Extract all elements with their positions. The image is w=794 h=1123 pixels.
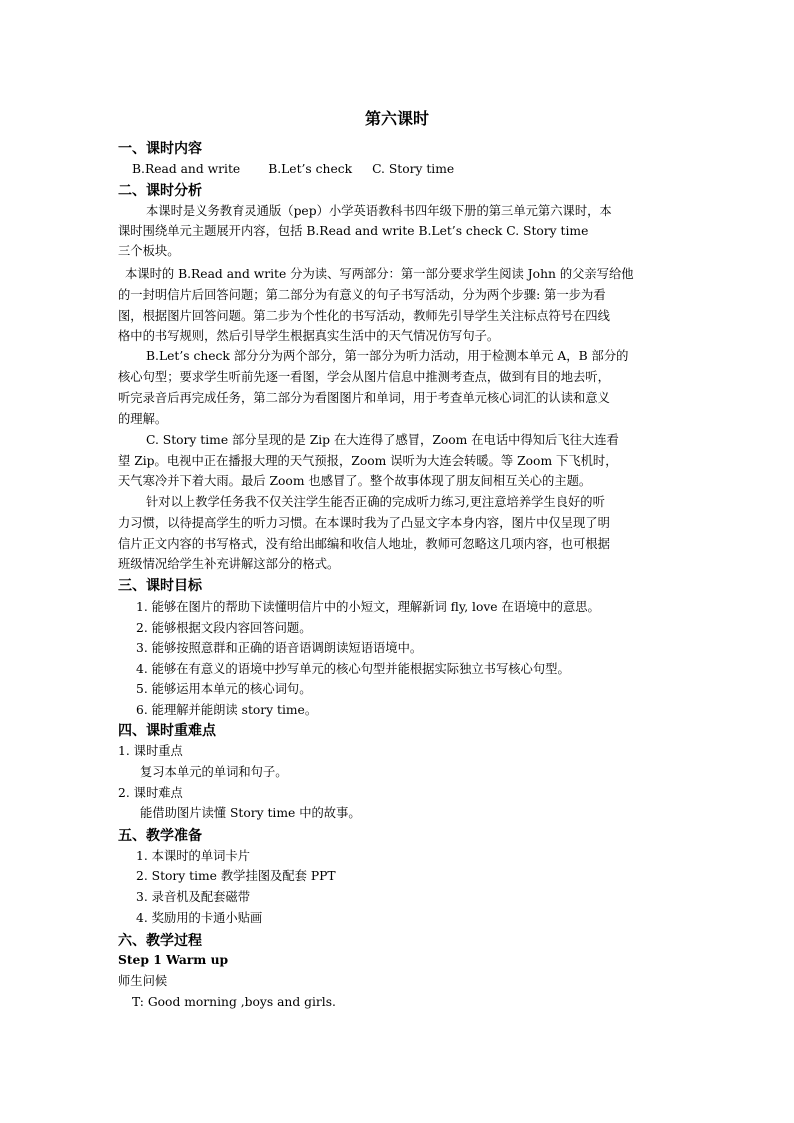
analysis-line: 本课时是义务教育灵通版（pep）小学英语教科书四年级下册的第三单元第六课时，本 — [146, 204, 612, 218]
page-title: 第六课时 — [364, 109, 429, 128]
preparation-item: 3. 录音机及配套磁带 — [136, 890, 251, 904]
section-heading-process: 六、教学过程 — [118, 933, 202, 949]
analysis-line: B.Let’s check 部分分为两个部分，第一部分为听力活动，用于检测本单元 A，B 部分的 — [146, 349, 629, 363]
section-heading-objectives: 三、课时目标 — [118, 578, 202, 594]
analysis-line: 针对以上教学任务我不仅关注学生能否正确的完成听力练习,更注意培养学生良好的听 — [146, 495, 605, 509]
analysis-line: 课时围绕单元主题展开内容，包括 B.Read and write B.Let’s check C. Story time — [118, 224, 589, 238]
preparation-item: 2. Story time 教学挂图及配套 PPT — [136, 869, 336, 883]
analysis-line: 三个板块。 — [118, 244, 180, 258]
content-item: B.Let’s check — [268, 162, 353, 176]
analysis-line: 图，根据图片回答问题。第二步为个性化的书写活动，教师先引导学生关注标点符号在四线 — [118, 309, 610, 323]
step-subtitle: 师生问候 — [118, 974, 168, 988]
analysis-line: 的一封明信片后回答问题；第二部分为有意义的句子书写活动，分为两个步骤: 第一步为看 — [118, 288, 606, 302]
objective-item: 5. 能够运用本单元的核心词句。 — [136, 682, 312, 696]
analysis-line: 格中的书写规则，然后引导学生根据真实生活中的天气情况仿写句子。 — [118, 329, 500, 343]
analysis-line: 本课时的 B.Read and write 分为读、写两部分：第一部分要求学生阅读 John 的父亲写给他 — [125, 267, 634, 281]
difficulty-text: 能借助图片读懂 Story time 中的故事。 — [140, 806, 361, 820]
dialogue-line: T: Good morning ,boys and girls. — [132, 995, 336, 1009]
analysis-line: 信片正文内容的书写格式，没有给出邮编和收信人地址，教师可忽略这几项内容，也可根据 — [118, 537, 610, 551]
section-heading-analysis: 二、课时分析 — [118, 183, 202, 199]
content-items-line — [132, 160, 454, 178]
objective-item: 4. 能够在有意义的语境中抄写单元的核心句型并能根据实际独立书写核心句型。 — [136, 662, 570, 676]
objective-item: 3. 能够按照意群和正确的语音语调朗读短语语境中。 — [136, 641, 423, 655]
analysis-line: 力习惯，以待提高学生的听力习惯。在本课时我为了凸显文字本身内容，图片中仅呈现了明 — [118, 516, 610, 530]
section-heading-preparation: 五、教学准备 — [118, 828, 202, 844]
content-item: C. Story time — [372, 162, 455, 176]
objective-item: 2. 能够根据文段内容回答问题。 — [136, 621, 312, 635]
analysis-line: 的理解。 — [118, 412, 168, 426]
analysis-line: 天气寒冷并下着大雨。最后 Zoom 也感冒了。整个故事体现了朋友间相互关心的主题。 — [118, 474, 592, 488]
analysis-line: 班级情况给学生补充讲解这部分的格式。 — [118, 557, 340, 571]
section-heading-key-points: 四、课时重难点 — [118, 723, 216, 739]
analysis-line: 核心句型；要求学生听前先逐一看图，学会从图片信息中推测考查点，做到有目的地去听， — [118, 370, 610, 384]
preparation-item: 4. 奖励用的卡通小贴画 — [136, 911, 263, 925]
objective-item: 1. 能够在图片的帮助下读懂明信片中的小短文，理解新词 fly, love 在语境中的意思。 — [136, 600, 600, 614]
analysis-line: 听完录音后再完成任务，第二部分为看图图片和单词，用于考查单元核心词汇的认读和意义 — [118, 391, 610, 405]
content-item: B.Read and write — [132, 162, 241, 176]
objective-item: 6. 能理解并能朗读 story time。 — [136, 703, 318, 717]
analysis-line: C. Story time 部分呈现的是 Zip 在大连得了感冒，Zoom 在电话中得知后飞往大连看 — [146, 433, 619, 447]
difficulty-label: 2. 课时难点 — [118, 786, 183, 800]
analysis-line: 望 Zip。电视中正在播报大理的天气预报，Zoom 误听为大连会转暖。等 Zoom 下飞机时， — [118, 454, 618, 468]
preparation-item: 1. 本课时的单词卡片 — [136, 849, 251, 863]
section-heading-content: 一、课时内容 — [118, 141, 202, 157]
key-point-label: 1. 课时重点 — [118, 744, 183, 758]
step-heading: Step 1 Warm up — [118, 952, 229, 967]
key-point-text: 复习本单元的单词和句子。 — [140, 765, 288, 779]
